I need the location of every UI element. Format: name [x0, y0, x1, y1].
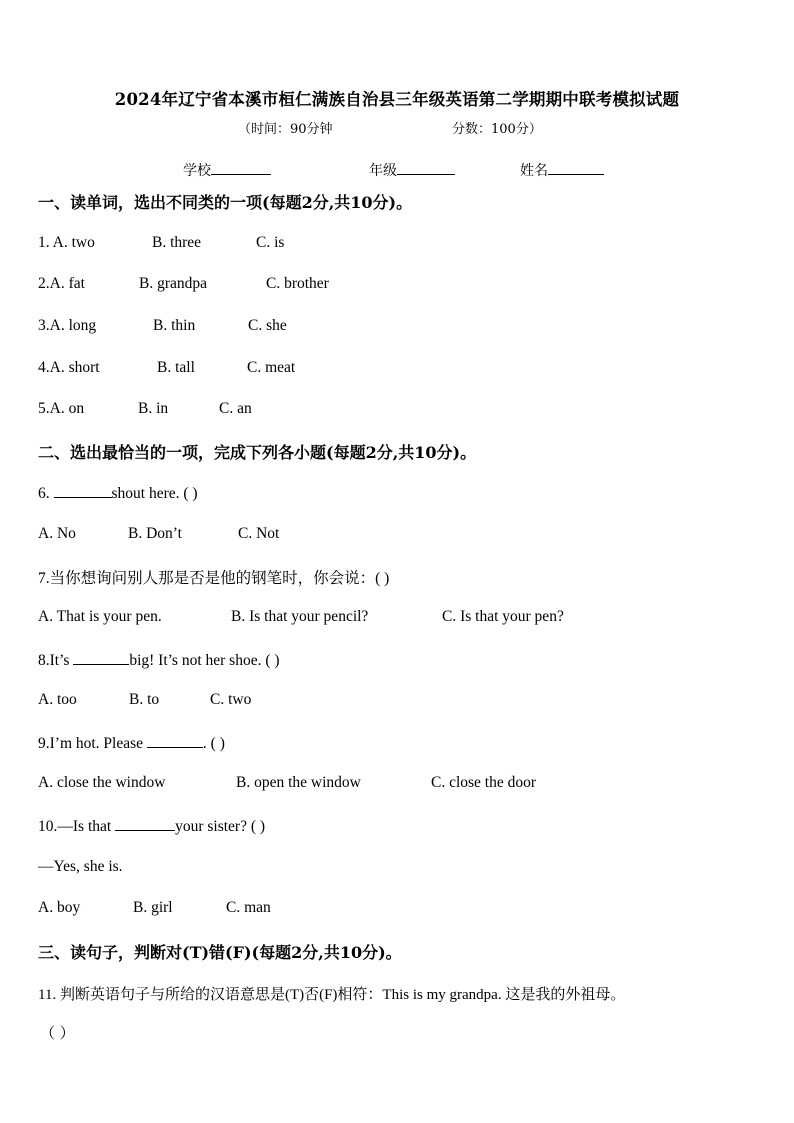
- q10-number: 10.—Is that: [38, 818, 116, 835]
- q8-option-a: A. too: [38, 691, 77, 708]
- grade-label: 年级: [369, 163, 397, 179]
- q4-option-c: C. meat: [247, 359, 296, 376]
- name-label: 姓名: [520, 163, 548, 179]
- q10-option-a: A. boy: [38, 899, 81, 916]
- q5-option-c: C. an: [219, 400, 252, 417]
- q6-number: 6.: [38, 485, 54, 502]
- q2-option-b: B. grandpa: [139, 275, 208, 292]
- q10-option-c: C. man: [226, 899, 271, 916]
- school-label: 学校: [183, 163, 211, 179]
- q6-blank: [54, 483, 112, 498]
- q1-option-a: 1. A. two: [38, 234, 95, 251]
- q7-option-a: A. That is your pen.: [38, 608, 162, 625]
- q10-stem-text: your sister? ( ): [175, 818, 266, 835]
- q10-stem: [38, 816, 265, 836]
- q9-stem: [38, 733, 225, 753]
- q9-option-c: C. close the door: [431, 774, 537, 791]
- q3-option-c: C. she: [248, 317, 287, 334]
- q9-option-a: A. close the window: [38, 774, 166, 791]
- section-1-heading: 一、读单词，选出不同类的一项(每题2分,共10分)。: [38, 193, 413, 212]
- q8-number: 8.It’s: [38, 652, 74, 669]
- q2-option-a: 2.A. fat: [38, 275, 85, 292]
- q7-option-c: C. Is that your pen?: [442, 608, 564, 625]
- q8-option-b: B. to: [129, 691, 160, 708]
- q2-option-c: C. brother: [266, 275, 329, 292]
- q11-answer-paren: （ ）: [40, 1024, 75, 1042]
- q7-stem: 7.当你想询问别人那是否是他的钢笔时，你会说：( ): [38, 570, 390, 587]
- grade-blank: [397, 160, 455, 175]
- q1-option-c: C. is: [256, 234, 285, 251]
- q4-option-a: 4.A. short: [38, 359, 100, 376]
- q6-stem: [38, 483, 198, 503]
- q9-number: 9.I’m hot. Please: [38, 735, 147, 752]
- q9-blank: [147, 733, 203, 748]
- q10-answer-line: —Yes, she is.: [38, 858, 123, 875]
- q8-blank: [73, 650, 129, 665]
- section-2-heading: 二、选出最恰当的一项，完成下列各小题(每题2分,共10分)。: [38, 443, 477, 462]
- exam-time: （时间：90分钟: [238, 122, 333, 137]
- q11-stem: 11. 判断英语句子与所给的汉语意思是(T)否(F)相符：This is my grandpa. 这是我的外祖母。: [38, 987, 626, 1003]
- q10-option-b: B. girl: [133, 899, 173, 916]
- name-blank: [548, 160, 604, 175]
- school-blank: [211, 160, 271, 175]
- q5-option-b: B. in: [138, 400, 169, 417]
- q3-option-b: B. thin: [153, 317, 196, 334]
- q10-blank: [115, 816, 175, 831]
- grade-field: [369, 160, 455, 180]
- q7-option-b: B. Is that your pencil?: [231, 608, 369, 625]
- section-3-heading: 三、读句子，判断对(T)错(F)(每题2分,共10分)。: [38, 943, 402, 962]
- q8-stem: [38, 650, 280, 670]
- q8-stem-text: big! It’s not her shoe. ( ): [129, 652, 280, 669]
- q8-option-c: C. two: [210, 691, 252, 708]
- q5-option-a: 5.A. on: [38, 400, 85, 417]
- q6-stem-text: shout here. ( ): [111, 485, 198, 502]
- exam-score: 分数：100分）: [452, 122, 542, 137]
- q6-option-b: B. Don’t: [128, 525, 182, 542]
- q1-option-b: B. three: [152, 234, 202, 251]
- school-field: [183, 160, 271, 180]
- q4-option-b: B. tall: [157, 359, 195, 376]
- name-field: [520, 160, 604, 180]
- exam-title: 2024年辽宁省本溪市桓仁满族自治县三年级英语第二学期期中联考模拟试题: [114, 90, 680, 109]
- q9-option-b: B. open the window: [236, 774, 361, 791]
- q6-option-c: C. Not: [238, 525, 280, 542]
- q6-option-a: A. No: [38, 525, 76, 542]
- q9-stem-text: . ( ): [202, 735, 225, 752]
- q3-option-a: 3.A. long: [38, 317, 97, 334]
